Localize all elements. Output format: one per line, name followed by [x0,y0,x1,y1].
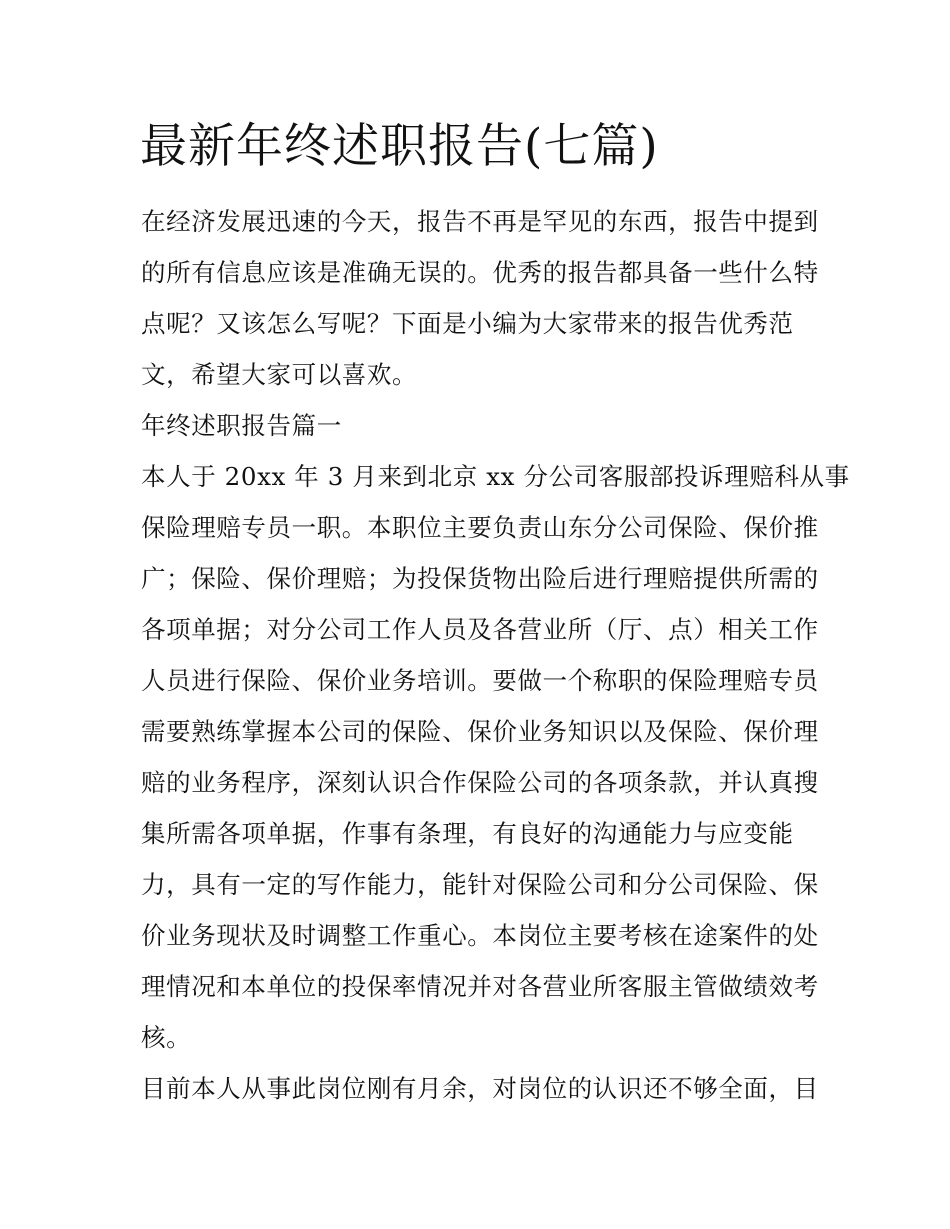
intro-line-2: 的所有信息应该是准确无误的。优秀的报告都具备一些什么特 [141,258,819,287]
body-line-2: 保险理赔专员一职。本职位主要负责山东分公司保险、保价推 [141,513,819,542]
body-line-4: 各项单据；对分公司工作人员及各营业所（厅、点）相关工作 [141,615,819,644]
body-line-8: 集所需各项单据，作事有条理，有良好的沟通能力与应变能 [141,819,794,848]
intro-line-3: 点呢？又该怎么写呢？下面是小编为大家带来的报告优秀范 [141,309,794,338]
intro-line-4: 文，希望大家可以喜欢。 [141,360,418,389]
body-line-12: 核。 [141,1023,192,1052]
body-line-13: 目前本人从事此岗位刚有月余，对岗位的认识还不够全面，目 [141,1074,819,1103]
intro-line-1: 在经济发展迅速的今天，报告不再是罕见的东西，报告中提到 [141,207,819,236]
body-line-9: 力，具有一定的写作能力，能针对保险公司和分公司保险、保 [141,870,819,899]
document-title: 最新年终述职报告(七篇) [140,119,659,174]
body-line-5: 人员进行保险、保价业务培训。要做一个称职的保险理赔专员 [141,666,819,695]
body-line-11: 理情况和本单位的投保率情况并对各营业所客服主管做绩效考 [141,972,819,1001]
body-line-6: 需要熟练掌握本公司的保险、保价业务知识以及保险、保价理 [141,717,819,746]
body-line-7: 赔的业务程序，深刻认识合作保险公司的各项条款，并认真搜 [141,768,819,797]
body-line-1: 本人于 20xx 年 3 月来到北京 xx 分公司客服部投诉理赔科从事 [141,462,850,491]
section-heading-1: 年终述职报告篇一 [141,411,342,440]
body-line-3: 广；保险、保价理赔；为投保货物出险后进行理赔提供所需的 [141,564,819,593]
body-line-10: 价业务现状及时调整工作重心。本岗位主要考核在途案件的处 [141,921,819,950]
